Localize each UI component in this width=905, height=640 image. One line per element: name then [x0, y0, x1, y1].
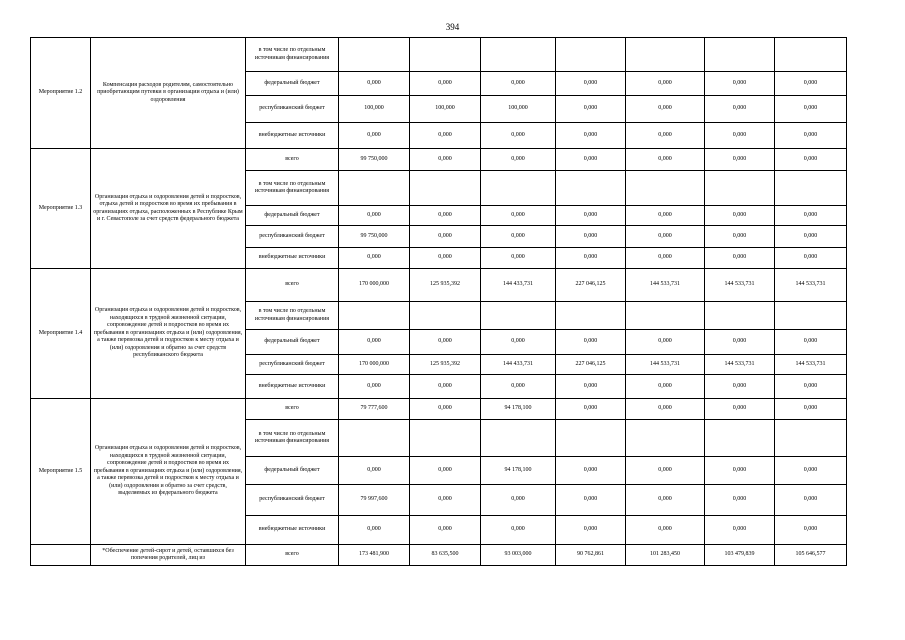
value-cell: 0,000	[481, 206, 556, 226]
event-name: Мероприятие 1.3	[31, 149, 91, 269]
value-cell: 0,000	[556, 226, 626, 248]
value-cell: 0,000	[410, 375, 481, 399]
funding-source: всего	[246, 399, 339, 420]
value-cell: 173 481,900	[339, 545, 410, 566]
value-cell: 0,000	[481, 72, 556, 96]
value-cell: 0,000	[556, 375, 626, 399]
value-cell: 0,000	[705, 226, 775, 248]
value-cell: 0,000	[775, 485, 847, 516]
funding-source: в том числе по отдельным источникам финансирования	[246, 420, 339, 457]
value-cell: 0,000	[626, 375, 705, 399]
value-cell: 0,000	[775, 123, 847, 149]
value-cell: 0,000	[410, 149, 481, 171]
value-cell: 0,000	[626, 96, 705, 123]
value-cell: 0,000	[339, 206, 410, 226]
funding-source: в том числе по отдельным источникам финансирования	[246, 302, 339, 330]
funding-source: в том числе по отдельным источникам финансирования	[246, 38, 339, 72]
value-cell: 0,000	[481, 226, 556, 248]
value-cell: 0,000	[339, 72, 410, 96]
value-cell: 0,000	[339, 248, 410, 269]
value-cell: 0,000	[481, 516, 556, 545]
value-cell: 0,000	[775, 516, 847, 545]
value-cell	[339, 38, 410, 72]
value-cell: 0,000	[556, 457, 626, 485]
value-cell	[556, 302, 626, 330]
funding-source: республиканский бюджет	[246, 485, 339, 516]
value-cell: 0,000	[481, 485, 556, 516]
value-cell: 0,000	[410, 248, 481, 269]
value-cell: 103 479,839	[705, 545, 775, 566]
value-cell	[775, 38, 847, 72]
value-cell: 0,000	[775, 149, 847, 171]
value-cell: 0,000	[481, 375, 556, 399]
value-cell: 0,000	[626, 226, 705, 248]
value-cell: 0,000	[556, 516, 626, 545]
value-cell: 0,000	[705, 72, 775, 96]
value-cell: 0,000	[626, 457, 705, 485]
value-cell: 0,000	[339, 457, 410, 485]
funding-source: республиканский бюджет	[246, 96, 339, 123]
value-cell: 144 533,731	[775, 355, 847, 375]
value-cell: 144 533,731	[705, 355, 775, 375]
value-cell: 0,000	[626, 330, 705, 355]
table-row	[31, 399, 847, 420]
value-cell: 94 178,100	[481, 457, 556, 485]
value-cell	[481, 171, 556, 206]
funding-source: всего	[246, 545, 339, 566]
value-cell: 0,000	[556, 485, 626, 516]
value-cell: 0,000	[626, 149, 705, 171]
value-cell: 0,000	[339, 123, 410, 149]
value-cell	[775, 302, 847, 330]
value-cell: 0,000	[481, 149, 556, 171]
value-cell: 0,000	[339, 375, 410, 399]
value-cell: 144 433,731	[481, 355, 556, 375]
event-description: Компенсация расходов родителям, самостоятельно приобретающим путевки в организации отдыха и (или) оздоровления	[91, 38, 246, 149]
value-cell: 101 283,450	[626, 545, 705, 566]
value-cell: 0,000	[481, 330, 556, 355]
value-cell: 0,000	[775, 330, 847, 355]
event-description: *Обеспечение детей-сирот и детей, оставшихся без попечения родителей, лиц из	[91, 545, 246, 566]
value-cell	[339, 420, 410, 457]
value-cell: 0,000	[481, 248, 556, 269]
table-row	[31, 38, 847, 72]
value-cell: 0,000	[410, 123, 481, 149]
value-cell	[410, 302, 481, 330]
value-cell	[626, 171, 705, 206]
value-cell: 100,000	[339, 96, 410, 123]
funding-source: внебюджетные источники	[246, 375, 339, 399]
value-cell	[775, 420, 847, 457]
value-cell: 0,000	[705, 330, 775, 355]
value-cell: 144 433,731	[481, 269, 556, 302]
value-cell: 0,000	[705, 149, 775, 171]
event-name: Мероприятие 1.2	[31, 38, 91, 149]
value-cell: 0,000	[705, 206, 775, 226]
value-cell	[705, 171, 775, 206]
value-cell: 144 533,731	[626, 269, 705, 302]
value-cell: 0,000	[410, 457, 481, 485]
table-row	[31, 149, 847, 171]
value-cell: 227 046,125	[556, 269, 626, 302]
value-cell: 0,000	[775, 375, 847, 399]
value-cell: 227 046,125	[556, 355, 626, 375]
value-cell: 125 935,392	[410, 269, 481, 302]
value-cell: 0,000	[410, 206, 481, 226]
value-cell: 0,000	[410, 399, 481, 420]
value-cell: 0,000	[775, 226, 847, 248]
funding-source: в том числе по отдельным источникам финансирования	[246, 171, 339, 206]
value-cell	[705, 420, 775, 457]
value-cell: 0,000	[556, 96, 626, 123]
value-cell	[481, 38, 556, 72]
value-cell: 0,000	[556, 330, 626, 355]
value-cell: 0,000	[410, 226, 481, 248]
value-cell: 0,000	[410, 72, 481, 96]
value-cell	[705, 302, 775, 330]
value-cell	[626, 38, 705, 72]
value-cell: 100,000	[410, 96, 481, 123]
funding-source: республиканский бюджет	[246, 226, 339, 248]
value-cell: 90 762,861	[556, 545, 626, 566]
value-cell: 0,000	[705, 457, 775, 485]
value-cell: 125 935,392	[410, 355, 481, 375]
value-cell: 79 777,600	[339, 399, 410, 420]
value-cell: 0,000	[705, 485, 775, 516]
value-cell: 0,000	[626, 516, 705, 545]
value-cell: 0,000	[481, 123, 556, 149]
value-cell: 170 000,000	[339, 269, 410, 302]
value-cell: 0,000	[626, 123, 705, 149]
value-cell	[481, 420, 556, 457]
value-cell: 94 178,100	[481, 399, 556, 420]
value-cell	[626, 420, 705, 457]
value-cell: 144 533,731	[626, 355, 705, 375]
value-cell: 144 533,731	[705, 269, 775, 302]
value-cell	[410, 420, 481, 457]
value-cell: 0,000	[775, 457, 847, 485]
value-cell: 0,000	[556, 149, 626, 171]
value-cell: 79 997,600	[339, 485, 410, 516]
value-cell: 0,000	[556, 206, 626, 226]
value-cell: 93 003,000	[481, 545, 556, 566]
event-description: Организация отдыха и оздоровления детей и подростков, находящихся в трудной жизненной ситуации, сопровождение детей и подростков во время их пребывания в организациях отдыха и (или) оздоровления, а также перевозка детей и подростков к месту отдыха и (или) оздоровления и обратно за счет средств республиканского бюджета	[91, 269, 246, 399]
value-cell	[775, 171, 847, 206]
value-cell: 100,000	[481, 96, 556, 123]
value-cell: 0,000	[556, 248, 626, 269]
value-cell: 0,000	[705, 248, 775, 269]
value-cell: 0,000	[410, 485, 481, 516]
value-cell	[705, 38, 775, 72]
value-cell: 0,000	[705, 123, 775, 149]
funding-source: республиканский бюджет	[246, 355, 339, 375]
value-cell: 0,000	[705, 516, 775, 545]
value-cell: 0,000	[556, 123, 626, 149]
value-cell: 0,000	[410, 330, 481, 355]
value-cell: 0,000	[556, 399, 626, 420]
event-name: Мероприятие 1.5	[31, 399, 91, 545]
value-cell	[626, 302, 705, 330]
value-cell	[339, 302, 410, 330]
value-cell: 0,000	[705, 96, 775, 123]
value-cell: 99 750,000	[339, 149, 410, 171]
value-cell	[556, 171, 626, 206]
funding-source: федеральный бюджет	[246, 206, 339, 226]
value-cell: 0,000	[626, 485, 705, 516]
value-cell: 144 533,731	[775, 269, 847, 302]
funding-source: внебюджетные источники	[246, 516, 339, 545]
value-cell: 0,000	[556, 72, 626, 96]
value-cell: 0,000	[339, 516, 410, 545]
funding-source: внебюджетные источники	[246, 123, 339, 149]
value-cell: 0,000	[775, 72, 847, 96]
value-cell: 0,000	[705, 375, 775, 399]
funding-source: федеральный бюджет	[246, 330, 339, 355]
value-cell: 0,000	[775, 206, 847, 226]
value-cell: 0,000	[775, 248, 847, 269]
value-cell: 0,000	[626, 248, 705, 269]
value-cell: 0,000	[775, 96, 847, 123]
event-description: Организация отдыха и оздоровления детей и подростков, отдыха детей и подростков во время их пребывания в организациях отдыха, расположенных в Республике Крым и г. Севастополе за счет средств федерального бюджета	[91, 149, 246, 269]
value-cell	[481, 302, 556, 330]
table-row	[31, 269, 847, 302]
event-name	[31, 545, 91, 566]
value-cell: 0,000	[705, 399, 775, 420]
funding-source: всего	[246, 149, 339, 171]
value-cell: 99 750,000	[339, 226, 410, 248]
funding-source: внебюджетные источники	[246, 248, 339, 269]
value-cell: 0,000	[626, 399, 705, 420]
event-description: Организация отдыха и оздоровления детей и подростков, находящихся в трудной жизненной ситуации, сопровождение детей и подростков во время их пребывания в организациях отдыха и (или) оздоровления, а также перевозка детей и подростков к месту отдыха и (или) оздоровления и обратно за счет средств, выделяемых из федерального бюджета	[91, 399, 246, 545]
value-cell	[556, 420, 626, 457]
value-cell: 0,000	[626, 72, 705, 96]
funding-source: федеральный бюджет	[246, 457, 339, 485]
funding-source: федеральный бюджет	[246, 72, 339, 96]
value-cell: 0,000	[775, 399, 847, 420]
value-cell	[339, 171, 410, 206]
value-cell: 0,000	[626, 206, 705, 226]
value-cell	[410, 171, 481, 206]
table-row	[31, 545, 847, 566]
value-cell: 105 646,577	[775, 545, 847, 566]
funding-table	[30, 37, 847, 566]
event-name: Мероприятие 1.4	[31, 269, 91, 399]
funding-source: всего	[246, 269, 339, 302]
value-cell: 170 000,000	[339, 355, 410, 375]
value-cell	[410, 38, 481, 72]
value-cell: 83 635,500	[410, 545, 481, 566]
value-cell: 0,000	[410, 516, 481, 545]
page-number: 394	[445, 22, 460, 32]
value-cell	[556, 38, 626, 72]
value-cell: 0,000	[339, 330, 410, 355]
